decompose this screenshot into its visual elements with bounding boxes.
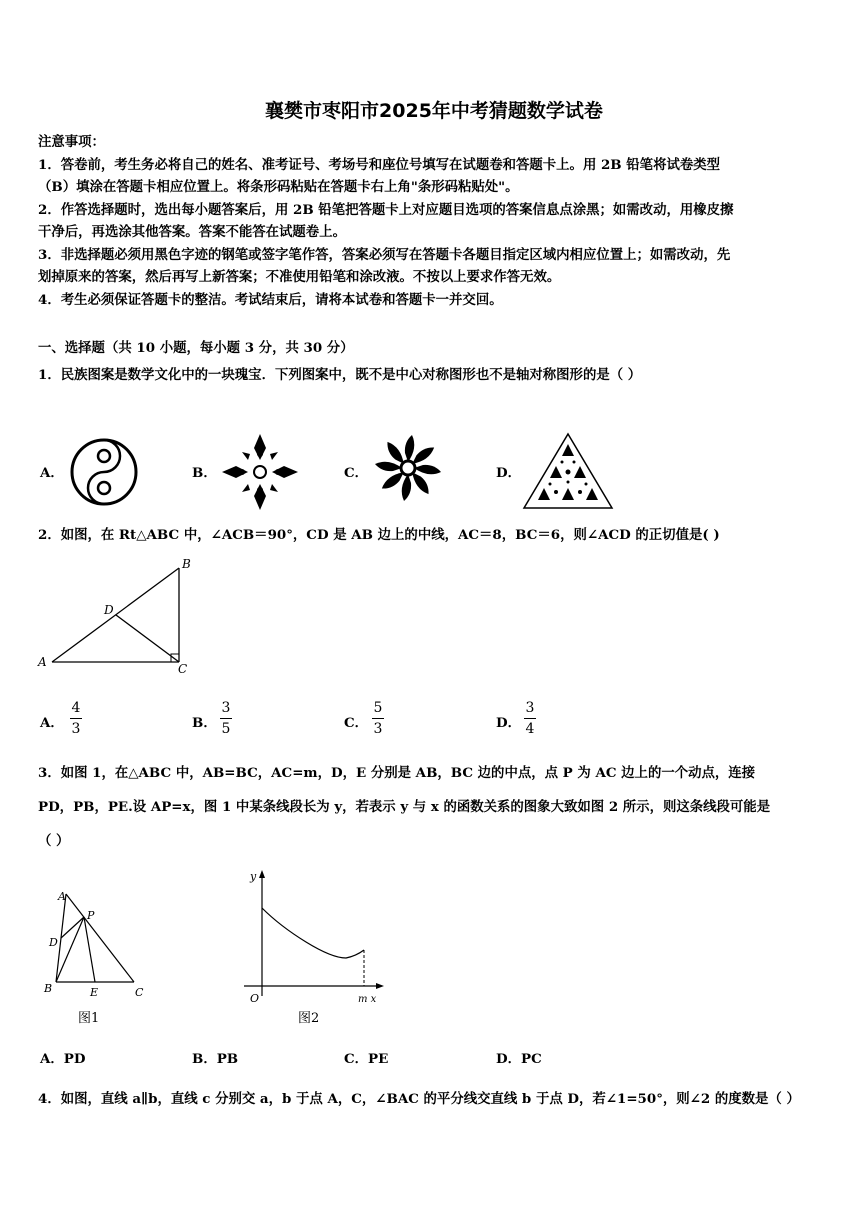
numerator: 5 [373,700,383,716]
question-4-text: 4．如图，直线 a∥b，直线 c 分别交 a，b 于点 A，C，∠BAC 的平分线交直线 b 于点 D，若∠1=50°，则∠2 的度数是（ ） [38,1091,800,1107]
fig2-label-y: y [250,870,257,883]
four-leaf-ornament-icon [220,432,300,512]
question-2-text: 2．如图，在 Rt△ABC 中，∠ACB＝90°，CD 是 AB 边上的中线，AC＝8，BC＝6，则∠ACD 的正切值是( ) [38,527,720,543]
notice-line: 划掉原来的答案，然后再写上新答案；不准使用铅笔和涂改液。不按以上要求作答无效。 [38,269,561,285]
fig2-caption: 图2 [298,1011,320,1026]
notice-line: 2．作答选择题时，选出每小题答案后，用 2B 铅笔把答题卡上对应题目选项的答案信息点涂黑；如需改动，用橡皮擦 [38,202,734,218]
question-3-line-1: 3．如图 1，在△ABC 中，AB=BC，AC=m，D，E 分别是 AB，BC 边的中点，点 P 为 AC 边上的一个动点，连接 [38,765,756,781]
denominator: 5 [221,721,231,737]
fig2-label-o: O [250,992,260,1005]
fig1-label-e: E [90,986,99,999]
fig2-label-mx: m x [358,994,377,1005]
notice-line: （B）填涂在答题卡相应位置上。将条形码粘贴在答题卡右上角"条形码粘贴处"。 [38,179,519,195]
q1-option-b-label[interactable]: B． [192,465,217,481]
notice-line: 1．答卷前，考生务必将自己的姓名、准考证号、考场号和座位号填写在试题卷和答题卡上。用 2B 铅笔将试卷类型 [38,157,721,173]
q3-figure-1-triangle [40,884,160,1030]
fig1-label-b: B [44,982,53,995]
fig1-label-d: D [49,936,58,949]
notice-heading: 注意事项： [38,134,105,150]
label-c: C [178,662,188,676]
q2-option-b-fraction [220,700,232,737]
q1-option-c-label[interactable]: C． [344,465,369,481]
label-d: D [104,603,114,617]
q1-option-a-label[interactable]: A． [40,465,64,481]
page-title: 襄樊市枣阳市2025年中考猜题数学试卷 [265,100,603,122]
denominator: 4 [525,721,535,737]
q2-option-d-label[interactable]: D． [496,715,522,731]
q2-option-c-fraction [372,700,384,737]
q2-option-b-label[interactable]: B． [192,715,217,731]
notice-line: 干净后，再选涂其他答案。答案不能答在试题卷上。 [38,224,346,240]
q3-option-c[interactable]: C．PE [344,1051,389,1067]
q3-option-a[interactable]: A．PD [40,1051,86,1067]
fig1-label-a: A [58,890,66,903]
numerator: 3 [525,700,535,716]
notice-line: 4．考生必须保证答题卡的整洁。考试结束后，请将本试卷和答题卡一并交回。 [38,292,503,308]
q3-figure-2-graph [240,866,390,1032]
fig1-label-c: C [135,986,144,999]
q2-option-a-label[interactable]: A． [40,715,64,731]
numerator: 4 [71,700,81,716]
q2-right-triangle-diagram [36,556,206,678]
label-b: B [182,557,191,571]
fig1-caption: 图1 [78,1011,100,1026]
label-a: A [38,655,47,669]
question-3-line-3: （ ） [38,833,70,849]
yin-yang-pattern-icon [68,436,140,508]
q2-option-c-label[interactable]: C． [344,715,369,731]
notice-line: 3．非选择题必须用黑色字迹的钢笔或签字笔作答，答案必须写在答题卡各题目指定区域内相应位置上；如需改动，先 [38,247,731,263]
q3-option-b[interactable]: B．PB [192,1051,239,1067]
question-3-line-2: PD，PB，PE.设 AP=x，图 1 中某条线段长为 y，若表示 y 与 x 的函数关系的图象大致如图 2 所示，则这条线段可能是 [38,799,771,815]
numerator: 3 [221,700,231,716]
q2-option-d-fraction [524,700,536,737]
question-1-text: 1．民族图案是数学文化中的一块瑰宝．下列图案中，既不是中心对称图形也不是轴对称图形的是（ ） [38,367,642,383]
q1-option-d-label[interactable]: D． [496,465,522,481]
pinwheel-flower-icon [372,432,444,504]
denominator: 3 [71,721,81,737]
q2-option-a-fraction [70,700,82,737]
denominator: 3 [373,721,383,737]
section-heading: 一、选择题（共 10 小题，每小题 3 分，共 30 分） [38,340,354,356]
fractal-triangle-icon [522,432,614,510]
fig1-label-p: P [87,909,95,922]
q3-option-d[interactable]: D．PC [496,1051,542,1067]
